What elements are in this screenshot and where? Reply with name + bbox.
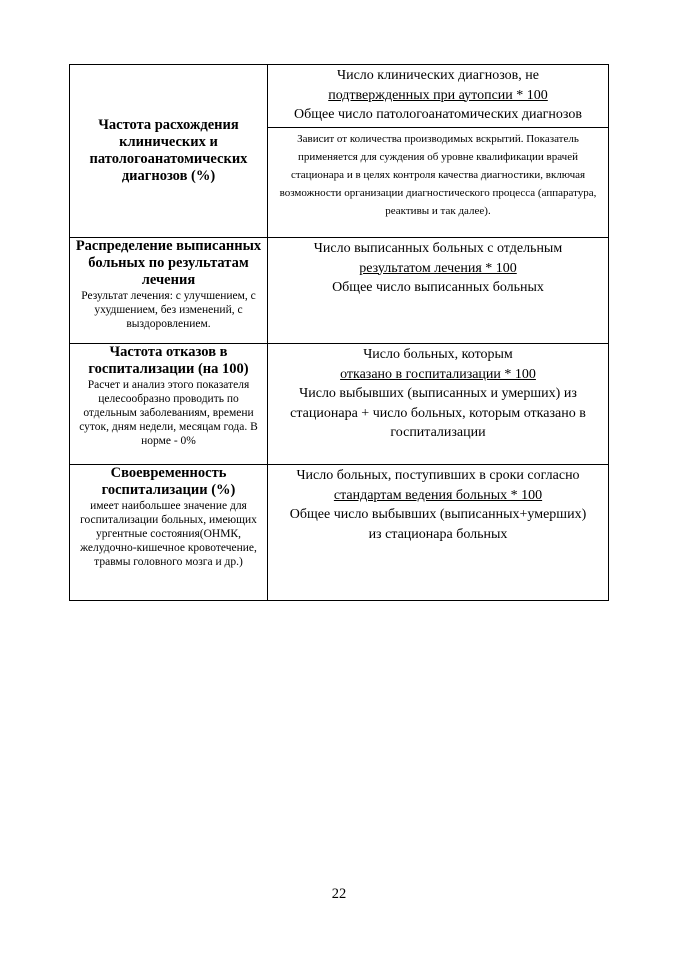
table-row <box>70 465 609 601</box>
formula-denominator: Число выбывших (выписанных и умерших) из стационара + число больных, которым отказано в госпитализации <box>290 386 586 440</box>
indicators-table <box>69 64 609 601</box>
indicator-title: Своевременность госпитализации (%) <box>101 465 236 498</box>
indicator-cell <box>70 465 268 601</box>
formula-denominator-line2: из стационара больных <box>368 526 508 542</box>
indicator-cell <box>70 344 268 465</box>
formula-numerator-line2: стандартам ведения больных * 100 <box>333 487 543 503</box>
indicator-comment: Зависит от количества производимых вскрытий. Показатель применяется для суждения об уровне квалификации врачей стационара и в целях контроля качества диагностики, включая возможности организации диагностического процесса (аппаратура, реактивы и так далее). <box>268 127 608 222</box>
table-row <box>70 238 609 344</box>
formula-numerator-line2: результатом лечения * 100 <box>359 260 517 276</box>
table-row <box>70 65 609 238</box>
formula-numerator-line1: Число больных, которым <box>363 347 513 362</box>
formula <box>268 465 608 544</box>
formula-cell <box>268 465 609 601</box>
formula-numerator-line1: Число больных, поступивших в сроки согласно <box>296 468 580 483</box>
indicator-title: Частота отказов в госпитализации (на 100) <box>88 344 249 377</box>
formula-cell <box>268 238 609 344</box>
indicator-title: Распределение выписанных больных по результатам лечения <box>75 238 262 288</box>
formula-denominator-line1: Общее число выбывших (выписанных+умерших) <box>289 507 587 522</box>
formula-numerator-line2: отказано в госпитализации * 100 <box>340 366 536 382</box>
indicator-note: Результат лечения: с улучшением, с ухудшением, без изменений, с выздоровлением. <box>81 290 256 330</box>
formula-cell <box>268 344 609 465</box>
formula <box>268 344 608 443</box>
page-number: 22 <box>331 886 347 902</box>
formula-numerator-line1: Число выписанных больных с отдельным <box>313 241 563 256</box>
formula-cell <box>268 65 609 238</box>
table-row <box>70 344 609 465</box>
formula-denominator: Общее число выписанных больных <box>332 280 544 295</box>
indicator-title: Частота расхождения клинических и патологоанатомических диагнозов (%) <box>89 117 248 184</box>
indicator-note: Расчет и анализ этого показателя целесообразно проводить по отдельным заболеваниям, времени суток, дням недели, месяцам года. В норме - 0% <box>79 379 258 447</box>
formula-numerator-line1: Число клинических диагнозов, не <box>337 68 539 83</box>
formula <box>268 238 608 298</box>
formula-numerator-line2: подтвержденных при аутопсии * 100 <box>328 87 548 103</box>
indicator-note: имеет наибольшее значение для госпитализации больных, имеющих ургентные состояния(ОНМК, желудочно-кишечное кровотечение, травмы головного мозга и др.) <box>80 500 257 568</box>
formula-denominator: Общее число патологоанатомических диагнозов <box>294 107 582 122</box>
indicator-cell <box>70 65 268 238</box>
formula <box>268 65 608 127</box>
indicator-cell <box>70 238 268 344</box>
